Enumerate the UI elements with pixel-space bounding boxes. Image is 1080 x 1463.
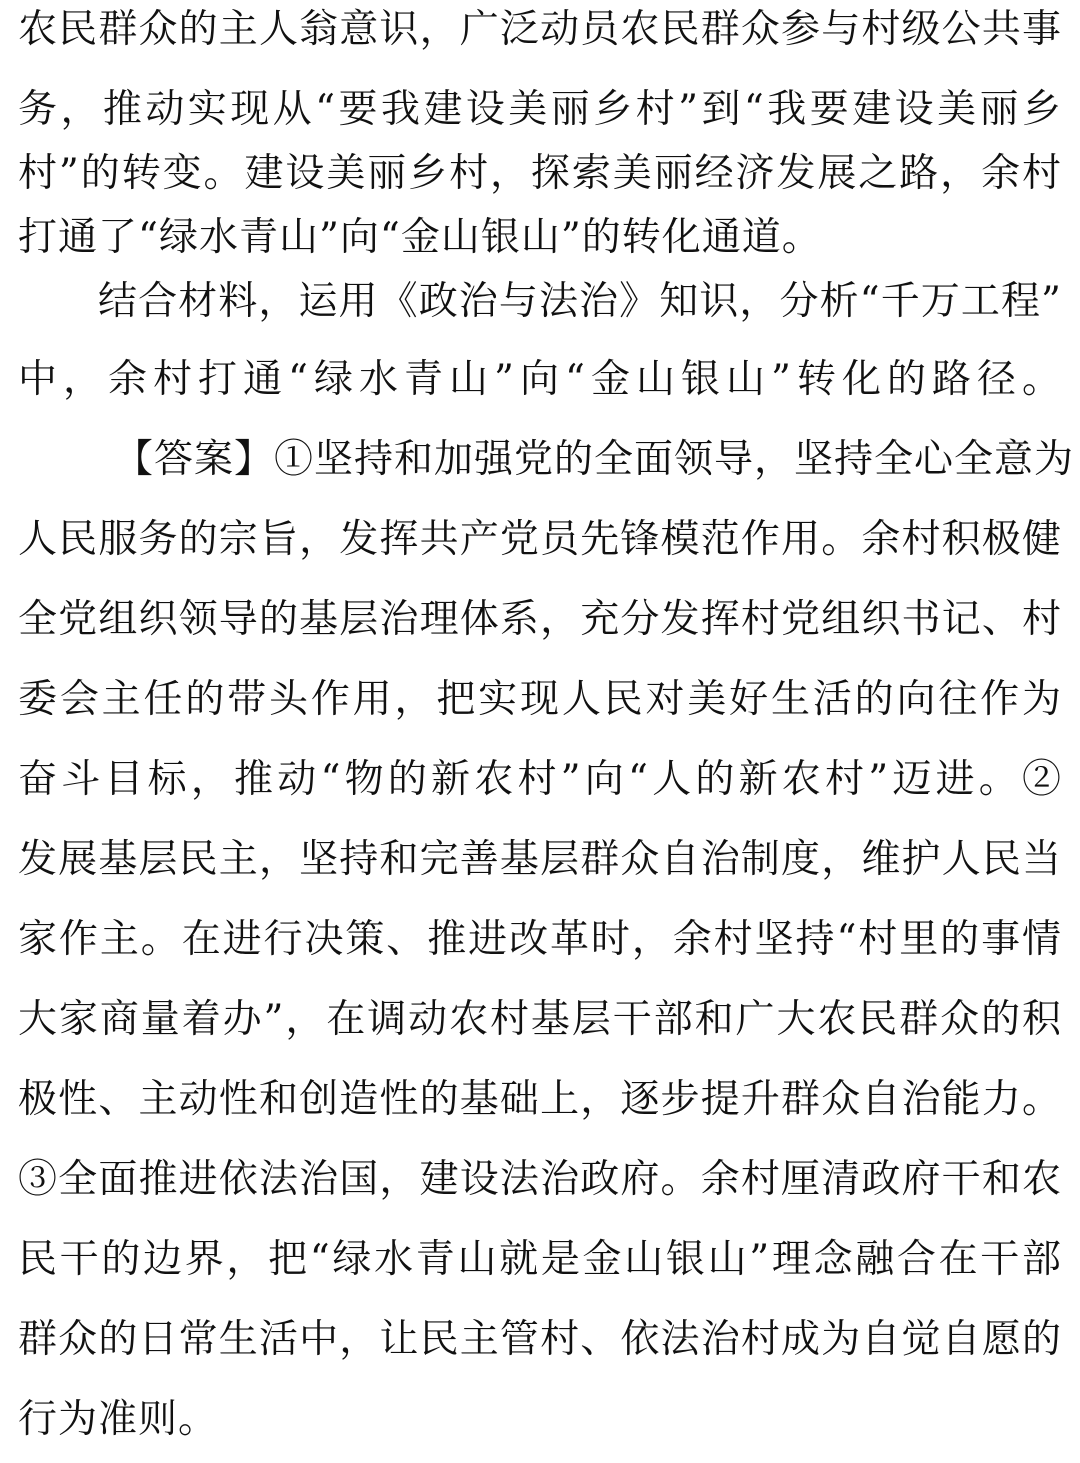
answer-text-1: ①坚持和加强党的全面领导，坚持全心全意为 <box>274 437 1075 482</box>
answer-line-10: ③全面推进依法治国，建设法治政府。余村厘清政府干和农 <box>18 1157 1062 1202</box>
answer-line-5: 奋斗目标，推动“物的新农村”向“人的新农村”迈进。② <box>18 757 1062 802</box>
answer-line-6: 发展基层民主，坚持和完善基层群众自治制度，维护人民当 <box>18 837 1062 882</box>
answer-label: 【答案】 <box>114 437 275 482</box>
answer-line-2: 人民服务的宗旨，发挥共产党员先锋模范作用。余村积极健 <box>18 517 1062 562</box>
answer-line-12: 群众的日常生活中，让民主管村、依法治村成为自觉自愿的 <box>18 1317 1062 1362</box>
answer-line-4: 委会主任的带头作用，把实现人民对美好生活的向往作为 <box>18 677 1062 722</box>
material-line-3: 村”的转变。建设美丽乡村，探索美丽经济发展之路，余村 <box>18 151 1062 196</box>
answer-line-1 <box>114 436 1075 484</box>
material-line-1: 农民群众的主人翁意识，广泛动员农民群众参与村级公共事 <box>18 7 1062 52</box>
material-line-2: 务，推动实现从“要我建设美丽乡村”到“我要建设美丽乡 <box>18 87 1062 132</box>
material-line-4: 打通了“绿水青山”向“金山银山”的转化通道。 <box>18 215 822 260</box>
answer-line-11: 民干的边界，把“绿水青山就是金山银山”理念融合在干部 <box>18 1237 1062 1282</box>
answer-line-8: 大家商量着办”，在调动农村基层干部和广大农民群众的积 <box>18 997 1062 1042</box>
answer-line-3: 全党组织领导的基层治理体系，充分发挥村党组织书记、村 <box>18 597 1062 642</box>
question-line-1: 结合材料，运用《政治与法治》知识，分析“千万工程” <box>98 279 1062 324</box>
answer-line-7: 家作主。在进行决策、推进改革时，余村坚持“村里的事情 <box>18 917 1062 962</box>
question-line-2: 中，余村打通“绿水青山”向“金山银山”转化的路径。 <box>18 357 1062 402</box>
answer-line-13: 行为准则。 <box>18 1397 219 1442</box>
answer-line-9: 极性、主动性和创造性的基础上，逐步提升群众自治能力。 <box>18 1077 1062 1122</box>
